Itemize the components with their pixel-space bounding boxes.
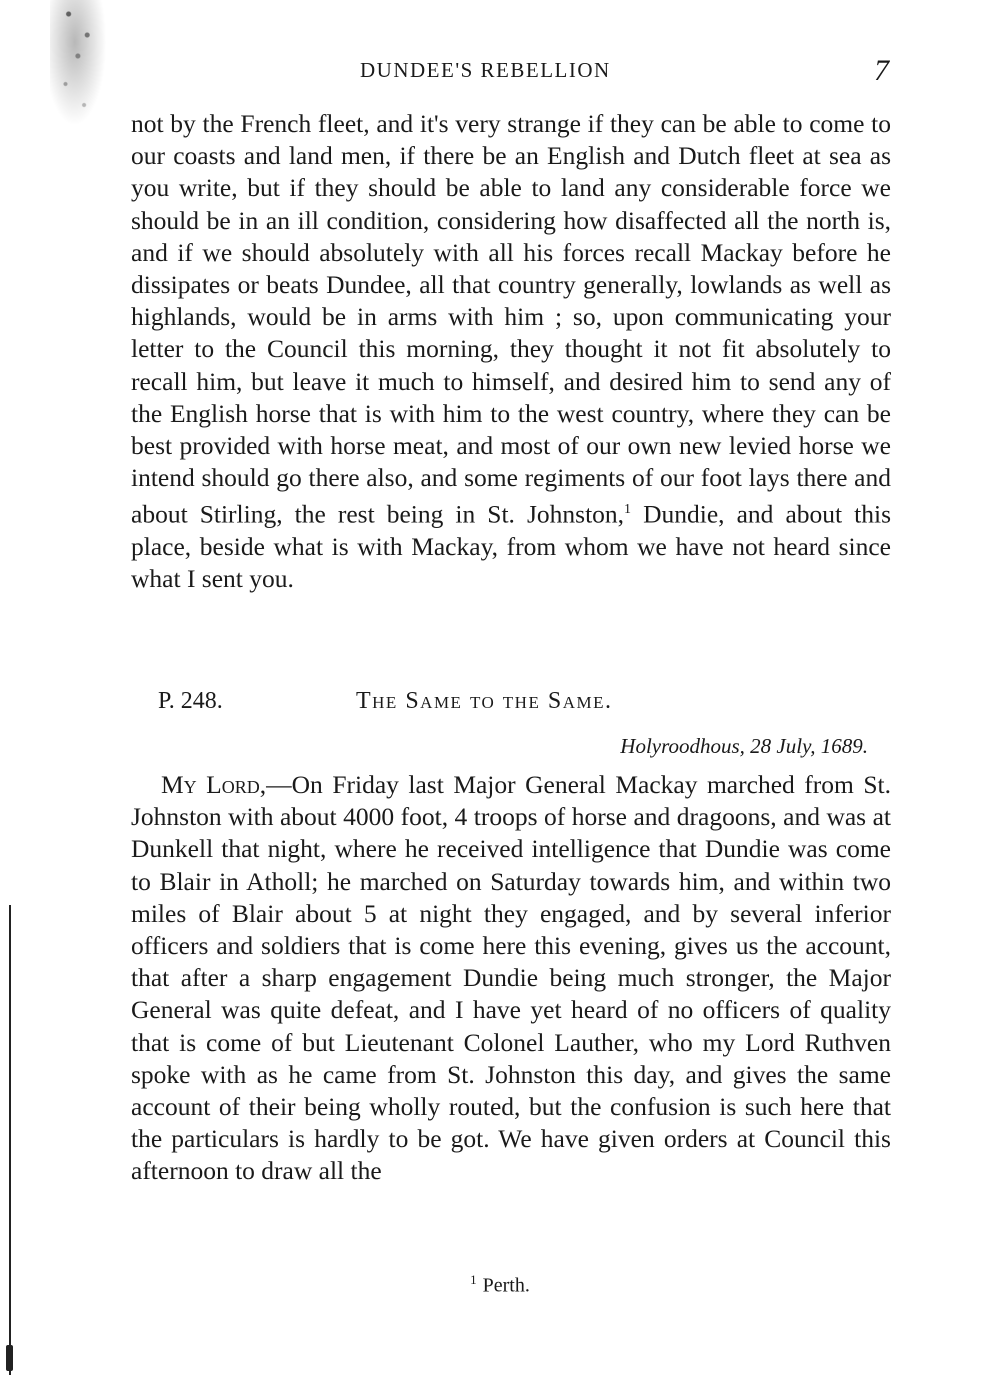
paragraph-text: not by the French fleet, and it's very strange if they can be able to come to our coasts and land men, if there be an English and Dutch fleet at sea as you write, but if they should be able to land any considerable force we should be in an ill condition, considering how disaffected all the north is, and if we should absolutely with all his forces recall Mackay before he dissipates or beats Dundee, all that country generally, lowlands as well as highlands, would be in arms with him ; so, upon communicating your letter to the Council this morning, they thought it not fit absolutely to recall him, but leave it much to himself, and desired him to send any of the English horse that is with him to the west country, where they can be best provided with horse meat, and most of our own new levied horse we intend should go there also, and some regiments of our foot lays there and about Stirling, the rest being in St. Johnston, xyxy=(131,109,891,529)
letter-body-text: —On Friday last Major General Mackay marched from St. Johnston with about 4000 foot, 4 troops of horse and dragoons, and was at Dunkell that night, where he received intelligence that Dundie was come to Blair in Atholl; he marched on Saturday towards him, and within two miles of Blair about 5 at night they engaged, and by several inferior officers and soldiers that is come here this evening, gives us the account, that after a sharp engagement Dundie being much stronger, the Major General was quite defeat, and I have yet heard of no officers of quality that is come of but Lieutenant Colonel Lauther, who my Lord Ruthven spoke with as he came from St. Johnston this day, and gives the same account of their being wholly routed, but the confusion is such here that the particulars is hardly to be got. We have given orders at Council this afternoon to draw all the xyxy=(131,770,891,1186)
dateline: Holyroodhous, 28 July, 1689. xyxy=(620,734,868,758)
scan-edge-line xyxy=(9,905,11,1375)
paragraph-continuation xyxy=(131,108,891,596)
footnote-number: 1 xyxy=(470,1272,477,1287)
footnote-text: Perth. xyxy=(482,1274,530,1297)
scan-speckle xyxy=(50,0,112,140)
letter-body xyxy=(131,769,891,1188)
letter-reference: P. 248. xyxy=(158,688,223,714)
footnote xyxy=(0,1272,1000,1298)
letter-title: The Same to the Same. xyxy=(356,688,613,714)
footnote-reference: 1 xyxy=(624,502,632,518)
running-title: DUNDEE'S REBELLION xyxy=(360,58,611,82)
salutation: My Lord, xyxy=(161,770,267,799)
page-number: 7 xyxy=(874,54,889,87)
scan-edge-mark xyxy=(6,1345,13,1371)
paragraph-text-end: Dundie, and about this place, beside what is with Mackay, from whom we have not heard since what I sent you. xyxy=(131,499,891,594)
